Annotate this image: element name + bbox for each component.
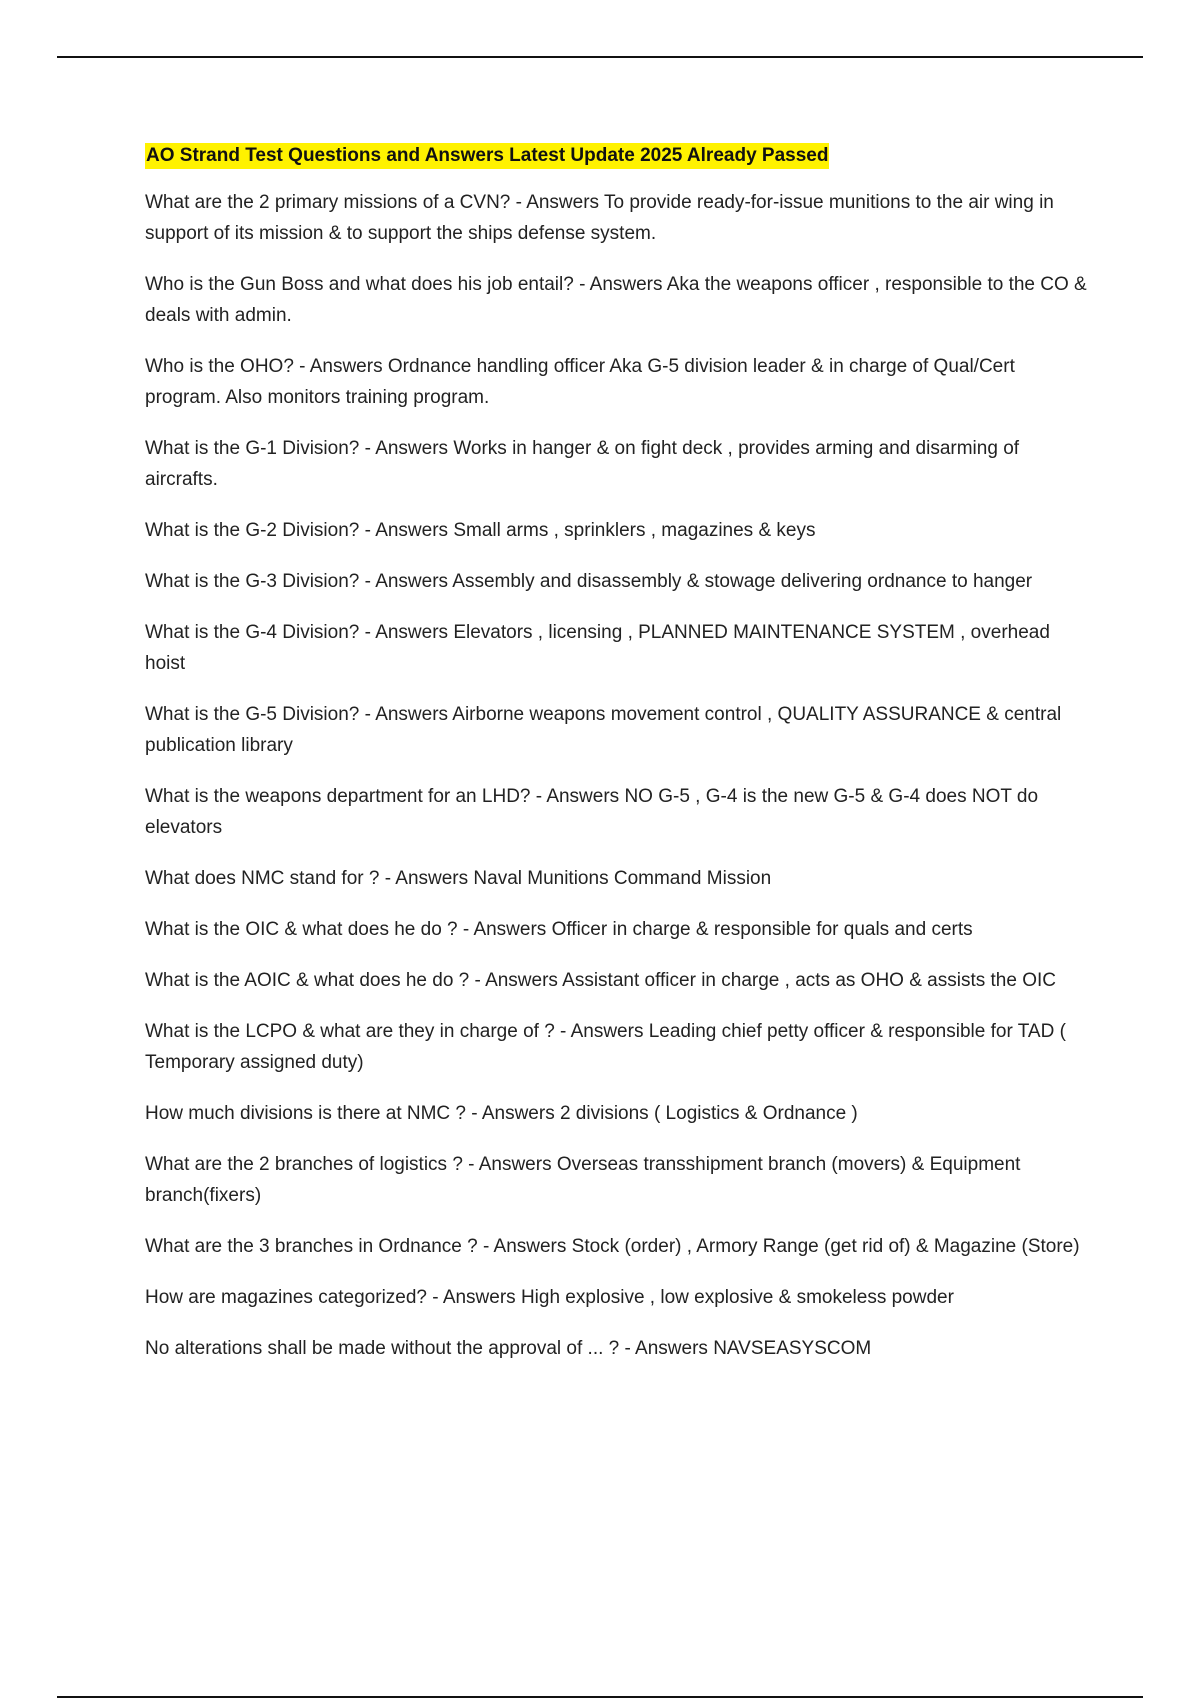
qa-item: What are the 3 branches in Ordnance ? - Answers Stock (order) , Armory Range (get rid of) & Magazine (Store)	[145, 1236, 1080, 1257]
qa-item: What are the 2 primary missions of a CVN? - Answers To provide ready-for-issue munitions to the air wing in support of its mission & to support the ships defense system.	[145, 192, 1054, 244]
qa-item: What is the G-2 Division? - Answers Small arms , sprinklers , magazines & keys	[145, 520, 816, 541]
header-rule	[57, 56, 1143, 58]
footer-rule	[57, 1696, 1143, 1698]
document-title: AO Strand Test Questions and Answers Latest Update 2025 Already Passed	[145, 143, 829, 169]
qa-item: How are magazines categorized? - Answers High explosive , low explosive & smokeless powder	[145, 1287, 954, 1308]
document-body	[145, 143, 1090, 1384]
qa-item: What is the G-4 Division? - Answers Elevators , licensing , PLANNED MAINTENANCE SYSTEM , overhead hoist	[145, 622, 1050, 674]
qa-item: Who is the Gun Boss and what does his job entail? - Answers Aka the weapons officer , responsible to the CO & deals with admin.	[145, 274, 1087, 326]
qa-item: What does NMC stand for ? - Answers Naval Munitions Command Mission	[145, 868, 772, 889]
qa-list	[145, 187, 1090, 1364]
qa-item: No alterations shall be made without the approval of ... ? - Answers NAVSEASYSCOM	[145, 1338, 872, 1359]
qa-item: Who is the OHO? - Answers Ordnance handling officer Aka G-5 division leader & in charge of Qual/Cert program. Also monitors training program.	[145, 356, 1015, 408]
qa-item: What is the G-1 Division? - Answers Works in hanger & on fight deck , provides arming and disarming of aircrafts.	[145, 438, 1020, 490]
qa-item: What is the LCPO & what are they in charge of ? - Answers Leading chief petty officer & responsible for TAD ( Temporary assigned duty)	[145, 1021, 1066, 1073]
qa-item: What are the 2 branches of logistics ? - Answers Overseas transshipment branch (movers) & Equipment branch(fixers)	[145, 1154, 1021, 1206]
qa-item: What is the weapons department for an LHD? - Answers NO G-5 , G-4 is the new G-5 & G-4 does NOT do elevators	[145, 786, 1039, 838]
qa-item: What is the G-3 Division? - Answers Assembly and disassembly & stowage delivering ordnance to hanger	[145, 571, 1033, 592]
qa-item: What is the G-5 Division? - Answers Airborne weapons movement control , QUALITY ASSURANCE & central publication library	[145, 704, 1062, 756]
qa-item: What is the OIC & what does he do ? - Answers Officer in charge & responsible for quals and certs	[145, 919, 973, 940]
qa-item: What is the AOIC & what does he do ? - Answers Assistant officer in charge , acts as OHO & assists the OIC	[145, 970, 1056, 991]
qa-item: How much divisions is there at NMC ? - Answers 2 divisions ( Logistics & Ordnance )	[145, 1103, 858, 1124]
